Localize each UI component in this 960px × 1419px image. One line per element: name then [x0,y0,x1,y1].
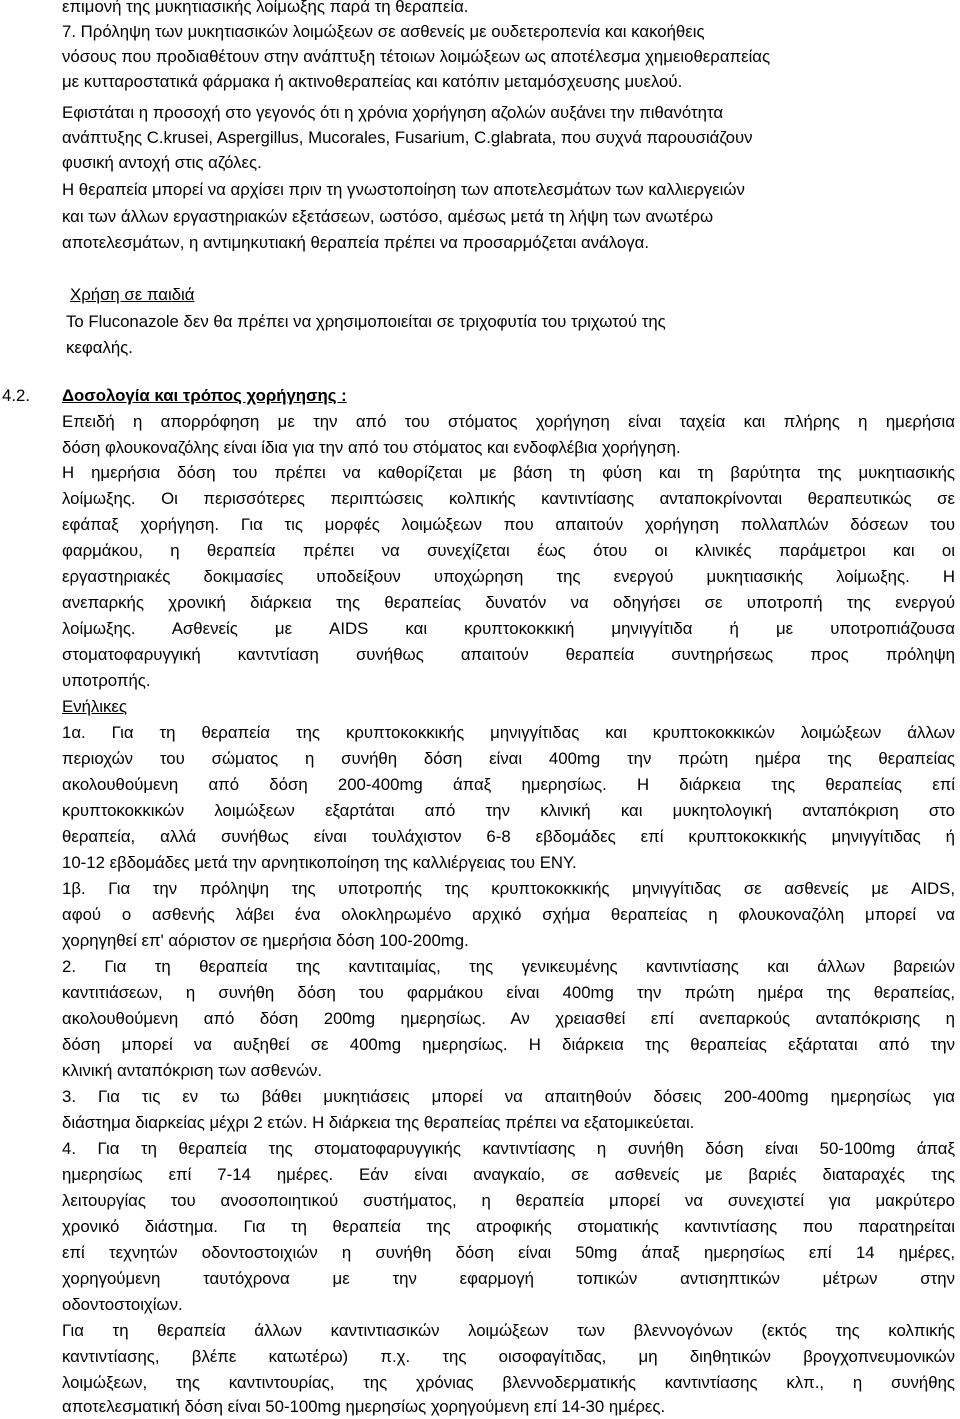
text-line: επί τεχνητών οδοντοστοιχιών η συνήθη δόση είναι 50mg άπαξ ημερησίως επί 14 ημέρες, [62,1243,955,1262]
text-line: χορηγηθεί επ' αόριστον σε ημερήσια δόση 100-200mg. [62,931,469,950]
text-line: εργαστηριακές δοκιμασίες υποδείξουν υποχώρηση της ενεργού μυκητιασικής λοίμωξης. Η [62,567,955,586]
text-line: Η ημερήσια δόση του πρέπει να καθορίζεται με βάση τη φύση και τη βαρύτητα της μυκητιασικής [62,463,955,482]
text-line: 4. Για τη θεραπεία της στοματοφαρυγγικής καντιντίασης η συνήθη δόση είναι 50-100mg άπαξ [62,1139,955,1158]
text-line: Εφιστάται η προσοχή στο γεγονός ότι η χρόνια χορήγηση αζολών αυξάνει την πιθανότητα [62,103,724,122]
text-line: 3. Για τις εν τω βάθει μυκητιάσεις μπορεί να απαιτηθούν δόσεις 200-400mg ημερησίως για [62,1087,955,1106]
section-title: Δοσολογία και τρόπος χορήγησης : [62,386,347,405]
text-line: ημερησίως επί 7-14 ημέρες. Εάν είναι αναγκαίο, σε ασθενείς με βαριές διαταραχές της [62,1165,955,1184]
text-line: 7. Πρόληψη των μυκητιασικών λοιμώξεων σε ασθενείς με ουδετεροπενία και κακοήθεις [62,22,705,41]
text-line: Η θεραπεία μπορεί να αρχίσει πριν τη γνωστοποίηση των αποτελεσμάτων των καλλιεργειών [62,180,745,199]
text-line: ακολουθούμενη από δόση 200-400mg άπαξ ημερησίως. Η διάρκεια της θεραπείας επί [62,775,955,794]
text-line: λοίμωξης. Ασθενείς με AIDS και κρυπτοκοκκική μηνιγγίτιδα ή με υποτροπιάζουσα [62,619,955,638]
text-line: αφού ο ασθενής λάβει ένα ολοκληρωμένο αρχικό σχήμα θεραπείας η φλουκοναζόλη μπορεί να [62,905,955,924]
text-line: λοίμωξης. Οι περισσότερες περιπτώσεις κολπικής καντιντίασης ανταποκρίνονται θεραπευτικώς σε [62,489,955,508]
text-line: με κυτταροστατικά φάρμακα ή ακτινοθεραπείας και κατόπιν μεταμόσχευσης μυελού. [62,72,683,91]
text-line: φυσική αντοχή στις αζόλες. [62,153,262,172]
text-line: Επειδή η απορρόφηση με την από του στόματος χορήγηση είναι ταχεία και πλήρης η ημερήσια [62,412,955,431]
text-line: 10-12 εβδομάδες μετά την αρνητικοποίηση της καλλιέργειας του ΕΝΥ. [62,853,577,872]
text-line: ακολουθούμενη από δόση 200mg ημερησίως. Αν χρειασθεί επί ανεπαρκούς ανταπόκρισης η [62,1009,955,1028]
text-line: καντιντίασης, βλέπε κατωτέρω) π.χ. της οισοφαγίτιδας, μη διηθητικών βρογχοπνευμονικών [62,1347,955,1366]
text-line: Το Fluconazole δεν θα πρέπει να χρησιμοποιείται σε τριχοφυτία του τριχωτού της [66,312,666,331]
text-line: εφάπαξ χορήγηση. Για τις μορφές λοιμώξεων που απαιτούν χορήγηση πολλαπλών δόσεων του [62,515,955,534]
text-line: 2. Για τη θεραπεία της καντιταιμίας, της γενικευμένης καντιντίασης και άλλων βαρειών [62,957,955,976]
text-line: Για τη θεραπεία άλλων καντιντιασικών λοιμώξεων των βλεννογόνων (εκτός της κολπικής [62,1321,955,1340]
text-line: 1α. Για τη θεραπεία της κρυπτοκοκκικής μηνιγγίτιδας και κρυπτοκοκκικών λοιμώξεων άλλων [62,723,955,742]
text-line: θεραπεία, αλλά συνήθως είναι τουλάχιστον 6-8 εβδομάδες επί κρυπτοκοκκικής μηνιγγίτιδας ή [62,827,955,846]
text-line: ανεπαρκής χρονική διάρκεια της θεραπείας δυνατόν να οδηγήσει σε υποτροπή της ενεργού [62,593,955,612]
text-line: φαρμάκου, η θεραπεία πρέπει να συνεχίζεται έως ότου οι κλινικές παράμετροι και οι [62,541,955,560]
text-line: δόση μπορεί να αυξηθεί σε 400mg ημερησίως. Η διάρκεια της θεραπείας εξάρταται από την [62,1035,955,1054]
text-line: χορηγούμενη ταυτόχρονα με την εφαρμογή τοπικών αντισηπτικών μέτρων στην [62,1269,955,1288]
text-line: ανάπτυξης C.krusei, Aspergillus, Mucorales, Fusarium, C.glabrata, που συχνά παρουσιάζουν [62,128,753,147]
text-line: 1β. Για την πρόληψη της υποτροπής της κρυπτοκοκκικής μηνιγγίτιδας σε ασθενείς με AIDS, [62,879,955,898]
text-line: αποτελεσμάτων, η αντιμηκυτιακή θεραπεία πρέπει να προσαρμόζεται ανάλογα. [62,233,649,252]
text-line: νόσους που προδιαθέτουν στην ανάπτυξη τέτοιων λοιμώξεων ως αποτέλεσμα χημειοθεραπείας [62,47,771,66]
text-line: και των άλλων εργαστηριακών εξετάσεων, ωστόσο, αμέσως μετά τη λήψη των ανωτέρω [62,207,714,226]
text-line: αποτελεσματική δόση είναι 50-100mg ημερησίως χορηγούμενη επί 14-30 ημέρες. [62,1397,666,1416]
text-line: κεφαλής. [66,338,133,357]
text-line: λοιμώξεων, της καντιντουρίας, της χρόνιας βλεννοδερματικής καντιντίασης κλπ., η συνήθης [62,1373,955,1392]
text-line: οδοντοστοιχίων. [62,1295,183,1314]
text-line: διάστημα διαρκείας μέχρι 2 ετών. Η διάρκεια της θεραπείας πρέπει να εξατομικεύεται. [62,1113,695,1132]
text-line: δόση φλουκοναζόλης είναι ίδια για την από του στόματος και ενδοφλέβια χορήγηση. [62,438,681,457]
text-line: επιμονή της μυκητιασικής λοίμωξης παρά τη θεραπεία. [62,0,469,16]
text-line: λειτουργίας του ανοσοποιητικού συστήματος, η θεραπεία μπορεί να συνεχιστεί για μακρύτερο [62,1191,955,1210]
text-line: κλινική ανταπόκριση των ασθενών. [62,1061,323,1080]
text-line: χρονικό διάστημα. Για τη θεραπεία της ατροφικής στοματικής καντιντίασης που παρατηρείται [62,1217,955,1236]
section-number: 4.2. [2,386,30,405]
text-line: υποτροπής. [62,671,151,690]
text-line: καντιτιάσεων, η συνήθη δόση του φαρμάκου είναι 400mg την πρώτη ημέρα της θεραπείας, [62,983,955,1002]
text-line: κρυπτοκοκκικών λοιμώξεων εξαρτάται από την κλινική και μυκητολογική ανταπόκριση στο [62,801,955,820]
adults-heading: Ενήλικες [62,697,127,716]
text-line: στοματοφαρυγγική καντντίαση συνήθως απαιτούν θεραπεία συντηρήσεως προς πρόληψη [62,645,955,664]
text-line: περιοχών του σώματος η συνήθη δόση είναι 400mg την πρώτη ημέρα της θεραπείας [62,749,955,768]
children-heading: Χρήση σε παιδιά [70,285,195,304]
